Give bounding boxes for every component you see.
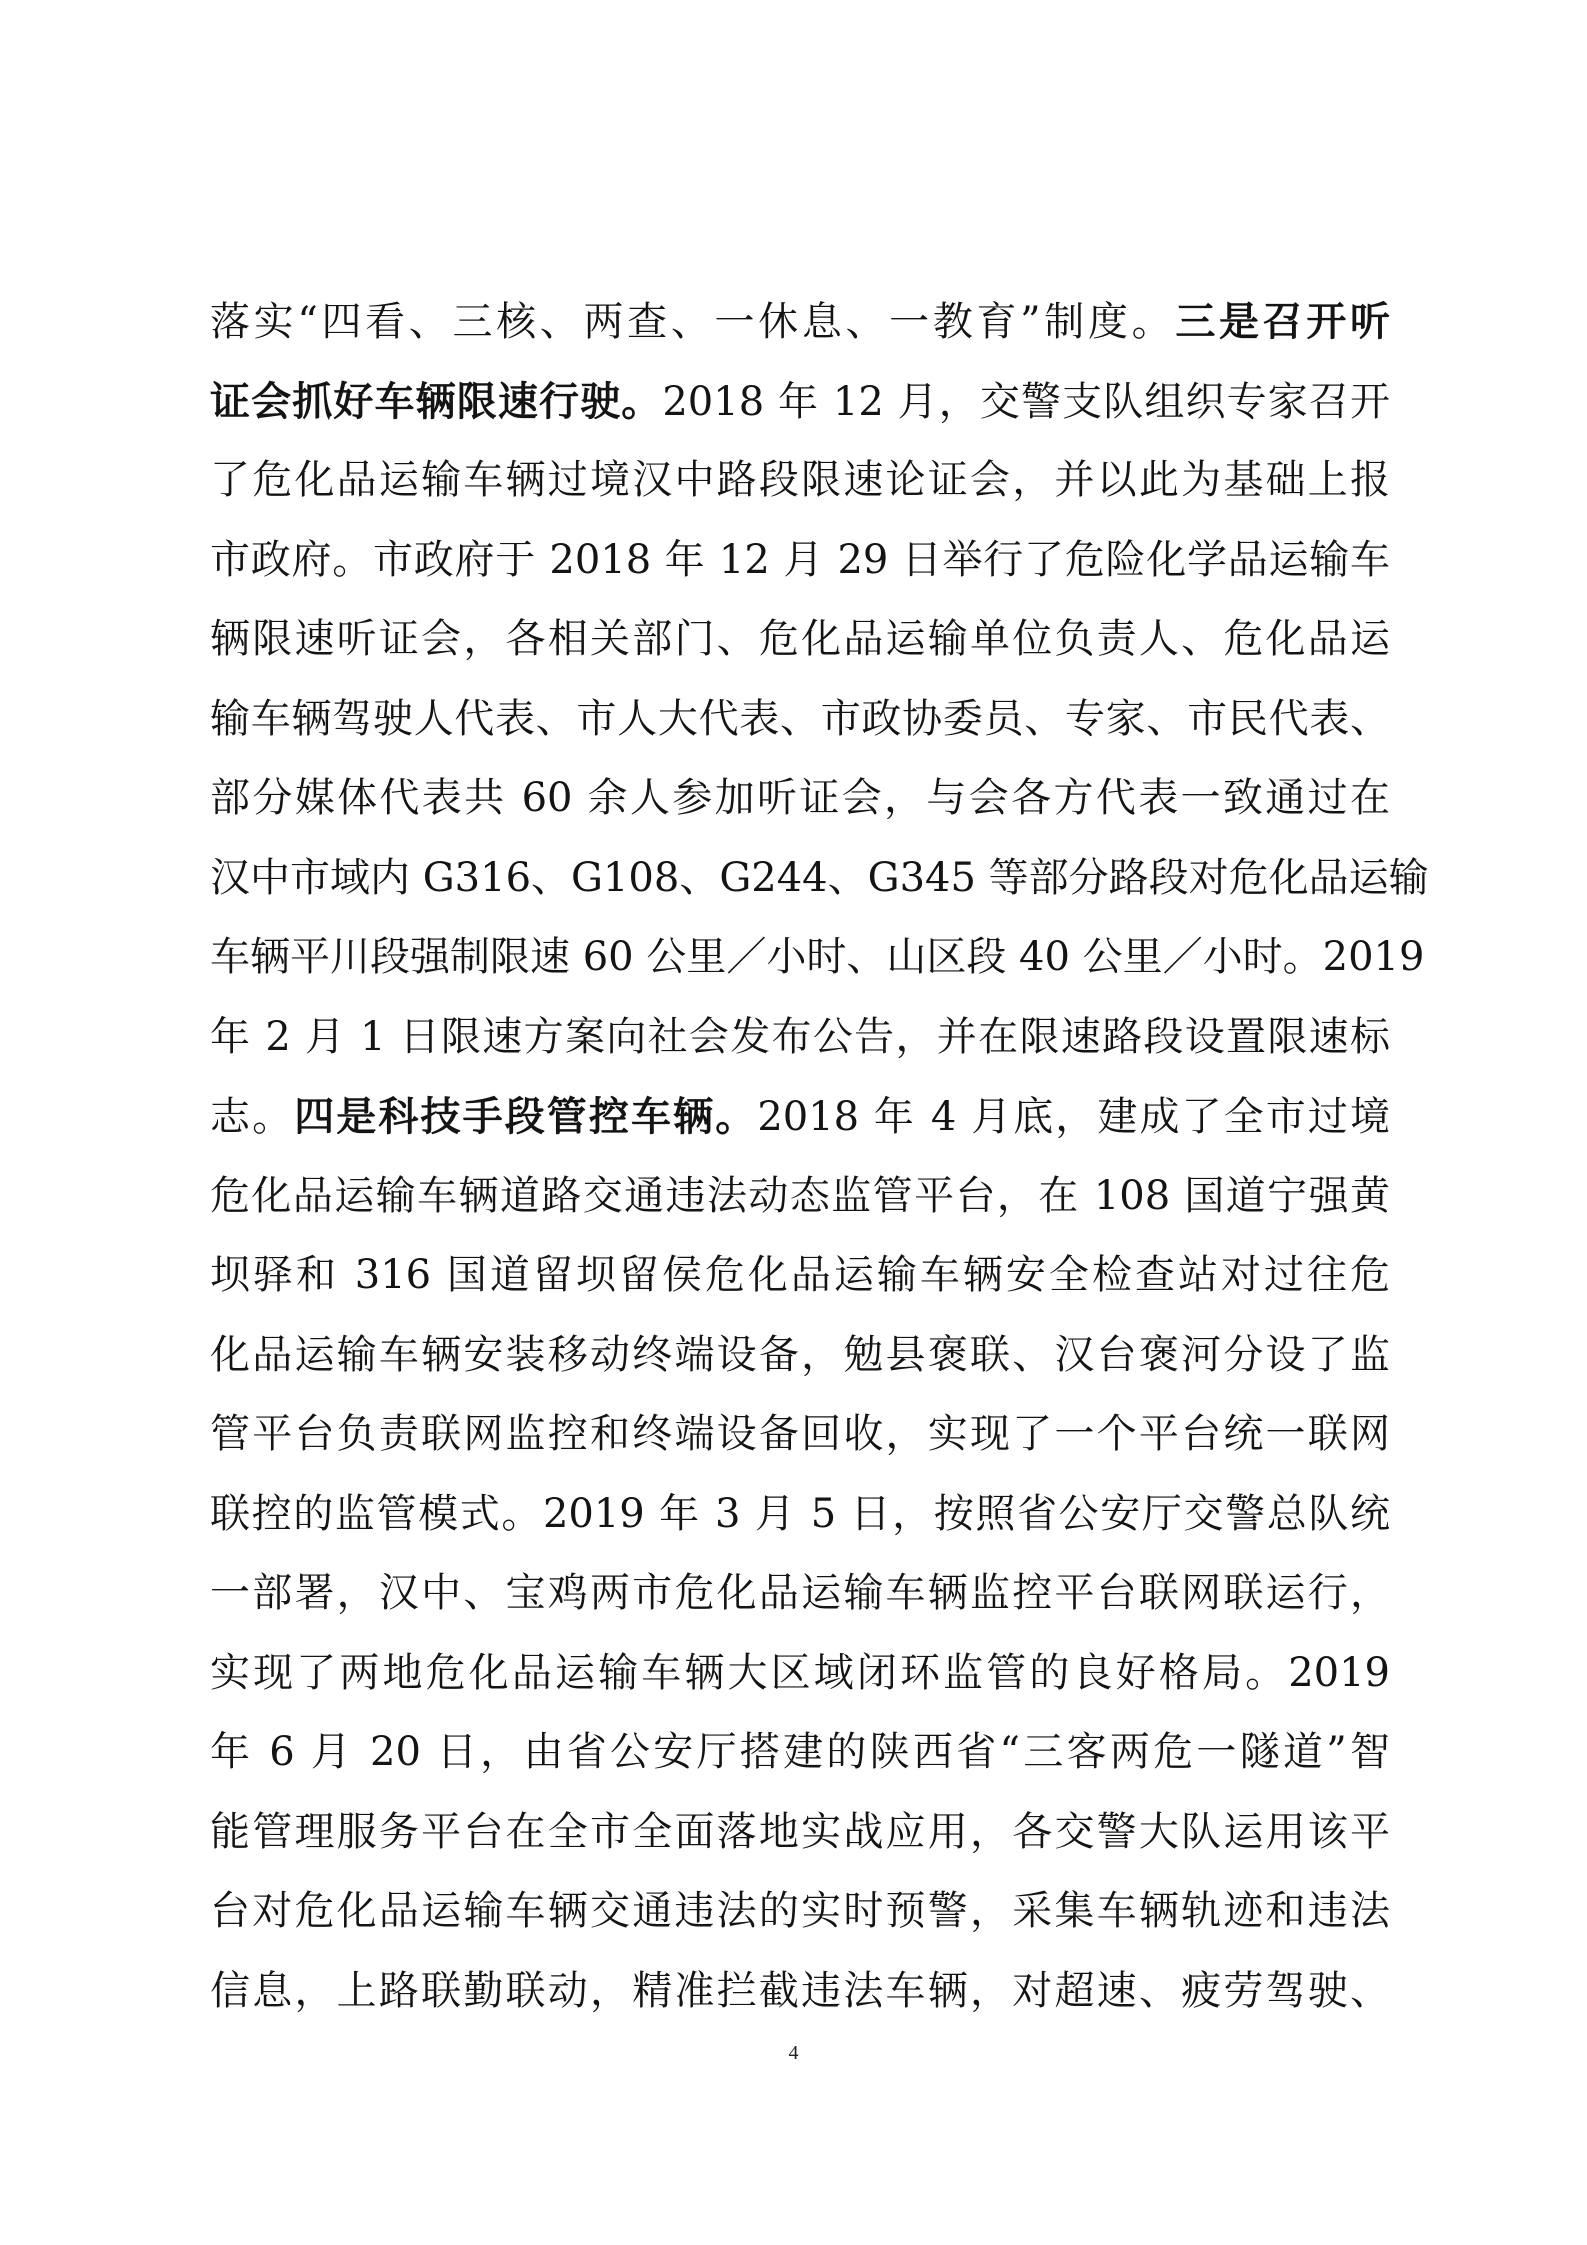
body-text-segment: 能管理服务平台在全市全面落地实战应用，各交警大队运用该平 [210, 1808, 1390, 1855]
body-text-segment: 市政府。市政府于 2018 年 12 月 29 日举行了危险化学品运输车 [210, 536, 1390, 583]
text-line [210, 1077, 1390, 1157]
body-text-segment: 信息，上路联勤联动，精准拦截违法车辆，对超速、疲劳驾驶、 [210, 1967, 1390, 2014]
body-text-segment: 汉中市域内 G316、G108、G244、G345 等部分路段对危化品运输 [210, 854, 1429, 901]
body-text-segment: 化品运输车辆安装移动终端设备，勉县褒联、汉台褒河分设了监 [210, 1331, 1390, 1378]
text-line [210, 680, 1390, 760]
text-line [210, 839, 1429, 919]
text-line [210, 1157, 1390, 1237]
text-line [210, 1634, 1390, 1714]
body-text [210, 282, 1429, 2031]
bold-heading-text: 四是科技手段管控车辆。 [294, 1093, 758, 1140]
bold-heading-text: 证会抓好车辆限速行驶。 [210, 377, 663, 425]
text-line [210, 1952, 1390, 2032]
text-line [210, 998, 1390, 1078]
body-text-segment: 落实“四看、三核、两查、一休息、一教育”制度。 [210, 299, 1176, 345]
body-text-segment: 了危化品运输车辆过境汉中路段限速论证会，并以此为基础上报 [210, 457, 1390, 503]
text-line [210, 362, 1390, 442]
body-text-segment: 一部署，汉中、宝鸡两市危化品运输车辆监控平台联网联运行， [210, 1570, 1390, 1616]
text-line [210, 441, 1390, 521]
text-line [210, 521, 1390, 601]
body-text-segment: 2018 年 12 月，交警支队组织专家召开 [662, 378, 1391, 425]
body-text-segment: 坝驿和 316 国道留坝留侯危化品运输车辆安全检查站对过往危 [210, 1252, 1390, 1298]
body-text-segment: 志。 [210, 1094, 295, 1140]
text-line [210, 1872, 1390, 1952]
body-text-segment: 年 2 月 1 日限速方案向社会发布公告，并在限速路段设置限速标 [210, 1013, 1390, 1060]
text-line [210, 600, 1390, 680]
text-line [210, 1475, 1390, 1555]
text-line [210, 759, 1390, 839]
text-line [210, 282, 1390, 362]
body-text-segment: 危化品运输车辆道路交通违法动态监管平台，在 108 国道宁强黄 [210, 1172, 1390, 1219]
text-line [210, 1554, 1390, 1634]
body-text-segment: 管平台负责联网监控和终端设备回收，实现了一个平台统一联网 [210, 1411, 1390, 1457]
text-line [210, 1713, 1390, 1793]
body-text-segment: 联控的监管模式。2019 年 3 月 5 日，按照省公安厅交警总队统 [210, 1490, 1390, 1537]
text-line [210, 1793, 1390, 1873]
body-text-segment: 辆限速听证会，各相关部门、危化品运输单位负责人、危化品运 [210, 616, 1390, 662]
body-text-segment: 2018 年 4 月底，建成了全市过境 [757, 1094, 1391, 1140]
body-text-segment: 输车辆驾驶人代表、市人大代表、市政协委员、专家、市民代表、 [210, 695, 1390, 742]
page-number: 4 [788, 2042, 799, 2064]
body-text-segment: 台对危化品运输车辆交通违法的实时预警，采集车辆轨迹和违法 [210, 1888, 1390, 1934]
text-line [210, 1316, 1390, 1396]
body-text-segment: 年 6 月 20 日，由省公安厅搭建的陕西省“三客两危一隧道”智 [210, 1729, 1390, 1775]
body-text-segment: 部分媒体代表共 60 余人参加听证会，与会各方代表一致通过在 [210, 775, 1390, 821]
body-text-segment: 实现了两地危化品运输车辆大区域闭环监管的良好格局。2019 [210, 1649, 1390, 1696]
text-line [210, 918, 1425, 998]
body-text-segment: 车辆平川段强制限速 60 公里／小时、山区段 40 公里／小时。2019 [210, 934, 1425, 980]
text-line [210, 1395, 1390, 1475]
text-line [210, 1236, 1390, 1316]
bold-heading-text: 三是召开听 [1175, 298, 1390, 345]
